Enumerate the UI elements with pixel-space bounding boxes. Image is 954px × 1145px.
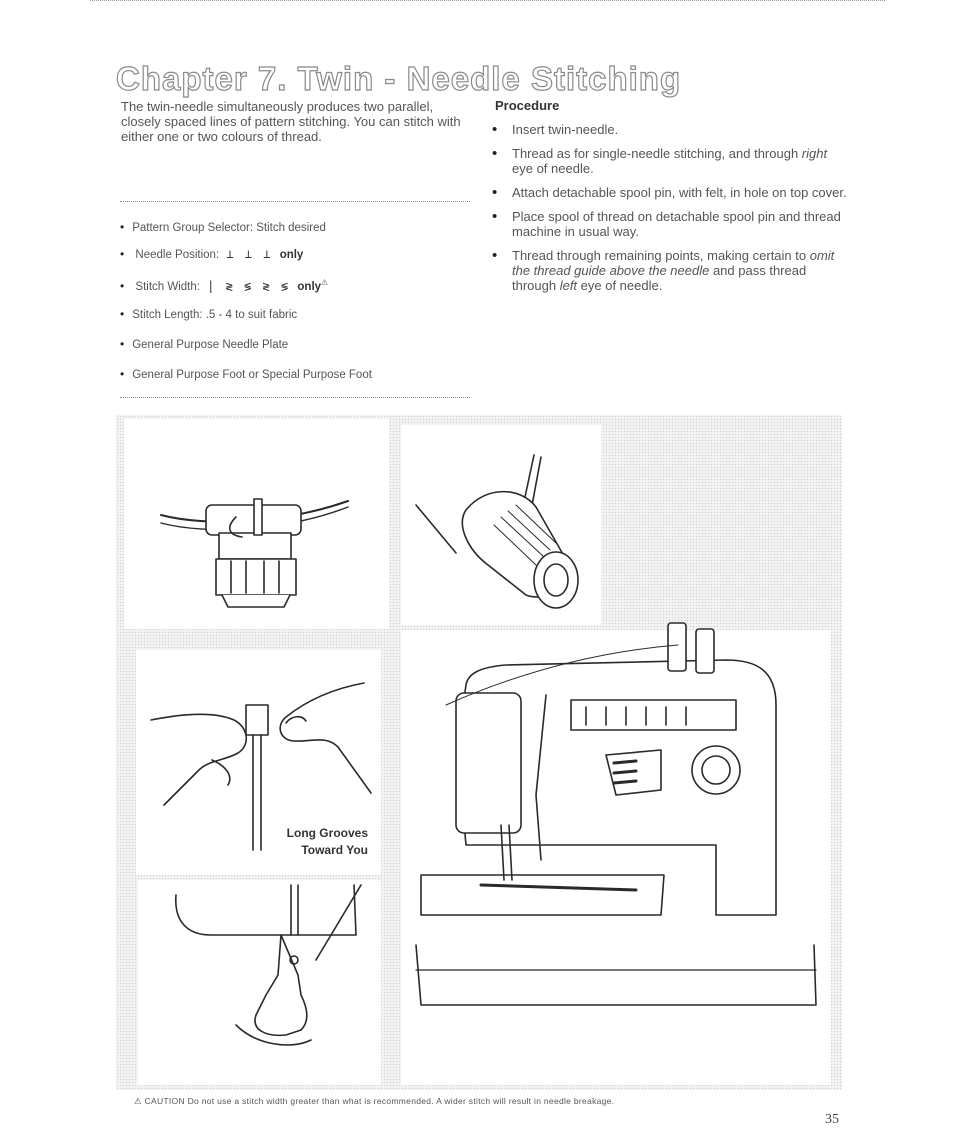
procedure-heading: Procedure bbox=[495, 98, 560, 113]
stitch-width-label: Stitch Width: bbox=[135, 280, 200, 293]
spool-pin-detail bbox=[124, 419, 389, 629]
needle-position-icons: ⊥ ⊥ ⊥ bbox=[226, 247, 273, 261]
illustration-panel bbox=[116, 415, 842, 1090]
needle-position-label: Needle Position: bbox=[135, 249, 220, 261]
setting-needle-plate: • General Purpose Needle Plate bbox=[120, 337, 288, 351]
divider-top bbox=[120, 201, 470, 202]
setting-stitch-length: • Stitch Length: .5 - 4 to suit fabric bbox=[120, 307, 297, 321]
setting-needle-position bbox=[120, 247, 303, 261]
intro-paragraph: The twin-needle simultaneously produces two parallel, closely spaced lines of pattern stitching. You can stitch with either one or two colours of thread. bbox=[121, 99, 461, 144]
divider-bottom bbox=[120, 397, 470, 398]
spool-on-pin-detail bbox=[401, 425, 601, 625]
setting-foot: • General Purpose Foot or Special Purpose Foot bbox=[120, 367, 372, 381]
illustration-drawing bbox=[116, 415, 842, 1090]
caution-footnote: ⚠ CAUTION Do not use a stitch width greater than what is recommended. A wider stitch will result in needle breakage. bbox=[134, 1096, 615, 1106]
setting-pattern-group: • Pattern Group Selector: Stitch desired bbox=[120, 220, 326, 234]
page-number: 35 bbox=[825, 1112, 839, 1127]
stitch-width-icons: | ≷ ≶ ≷ ≶ bbox=[207, 278, 291, 293]
procedure-list bbox=[492, 122, 847, 302]
procedure-step-3: • Attach detachable spool pin, with felt, in hole on top cover. bbox=[492, 185, 847, 200]
stitch-width-only: only bbox=[297, 280, 322, 293]
procedure-step-4: • Place spool of thread on detachable spool pin and thread machine in usual way. bbox=[492, 209, 847, 239]
needle-position-only: only bbox=[279, 249, 304, 261]
caution-icon: ⚠ bbox=[321, 278, 329, 287]
sewing-machine-drawing bbox=[401, 623, 831, 1085]
procedure-step-1: • Insert twin-needle. bbox=[492, 122, 847, 137]
setting-stitch-width bbox=[120, 278, 328, 293]
needle-grooves-label: Long Grooves Toward You bbox=[286, 826, 368, 857]
presser-foot-detail bbox=[138, 880, 381, 1085]
page-title: Chapter 7. Twin - Needle Stitching bbox=[116, 60, 682, 98]
top-rule bbox=[90, 0, 885, 3]
procedure-step-5: • Thread through remaining points, making certain to omit the thread guide above the needle and pass thread through left eye of needle. bbox=[492, 248, 847, 293]
procedure-step-2: • Thread as for single-needle stitching, and through right eye of needle. bbox=[492, 146, 847, 176]
